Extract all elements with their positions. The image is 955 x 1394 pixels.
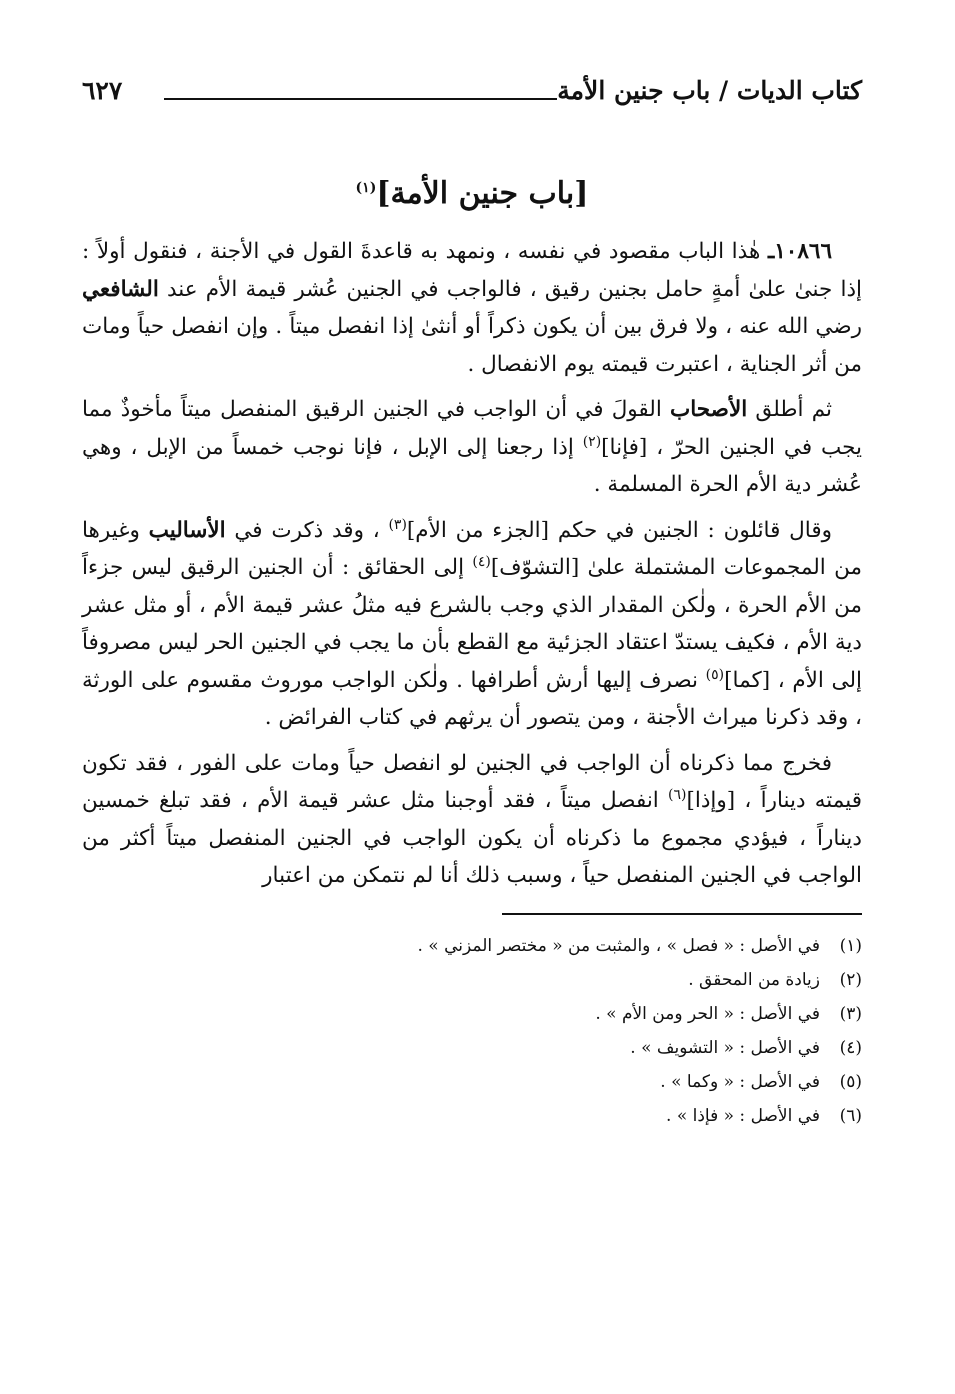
footnote-number: (٥) [839, 1071, 862, 1092]
bold-term: الشافعي [82, 276, 159, 302]
header-rule [164, 98, 557, 100]
footnote-number: (١) [839, 935, 862, 956]
footnote-item [82, 929, 862, 963]
paragraph-text: وقال قائلون : الجنين في حكم [الجزء من الأم] [406, 517, 832, 543]
footnote-ref: (٢) [582, 433, 602, 450]
paragraph-text: هٰذا الباب مقصود في نفسه ، ونمهد به قاعدةَ القول في الأجنة ، فنقول أولاً : إذا جنىٰ علىٰ أمةٍ حامل بجنين رقيق ، فالواجب في الجنين عُشر قيمة الأم عند [82, 239, 862, 302]
footnote-number: (٣) [839, 1003, 862, 1024]
paragraph-text: إذا رجعنا إلى الإبل ، فإنا نوجب خمساً من الإبل ، وهي عُشر دية الأم الحرة المسلمة . [82, 434, 862, 497]
footnote-text: زيادة من المحقق . [688, 969, 820, 990]
footnote-item [82, 1065, 862, 1099]
paragraph-2 [82, 391, 862, 504]
footnote-text: في الأصل : « التشويف » . [630, 1037, 820, 1058]
page-number: ٦٢٧ [82, 76, 123, 105]
book-page [82, 72, 862, 1133]
chapter-title [82, 176, 862, 211]
paragraph-number: ١٠٨٦٦ـ [767, 239, 832, 264]
footnote-text: في الأصل : « فصل » ، والمثبت من « مختصر المزني » . [417, 935, 820, 956]
paragraph-3 [82, 512, 862, 737]
paragraph-text: فخرج مما ذكرناه أن الواجب في الجنين لو انفصل حياً ومات على الفور ، فقد تكون قيمته ديناراً ، [وإذا] [82, 750, 862, 813]
paragraph-text: رضي الله عنه ، ولا فرق بين أن يكون ذكراً أو أنثىٰ إذا انفصل ميتاً . وإن انفصل حياً ومات من أثر الجناية ، اعتبرت قيمته يوم الانفصال . [82, 314, 862, 377]
footnote-ref: (٤) [472, 553, 491, 570]
paragraph-text: إلى الحقائق : أن الجنين الرقيق ليس جزءاً من الأم الحرة ، ولٰكن المقدار الذي وجب بالشرع فيه مثلُ عشر قيمة الأم ، أو مثل عشر دية الأم ، فكيف يستدّ اعتقاد الجزئية مع القطع بأن ما يجب في الجنين الحر ليس مصروفاً إلى الأم ، [كما] [82, 555, 862, 693]
footnote-number: (٤) [839, 1037, 862, 1058]
paragraph-text: ثم أطلق [747, 397, 832, 422]
footnote-rule [502, 913, 862, 915]
footnote-item [82, 1031, 862, 1065]
footnote-item [82, 997, 862, 1031]
running-header [82, 72, 862, 120]
bold-term: الأصحاب [670, 397, 748, 422]
footnote-ref: (٥) [705, 666, 725, 683]
running-title: كتاب الديات / باب جنين الأمة [557, 76, 862, 105]
footnote-item [82, 1099, 862, 1133]
footnote-text: في الأصل : « فإذا » . [666, 1105, 820, 1126]
footnote-text: في الأصل : « الحر ومن الأم » . [595, 1003, 820, 1024]
footnote-item [82, 963, 862, 997]
footnotes [82, 929, 862, 1133]
footnote-ref: (١) [355, 180, 377, 196]
bold-term: الأساليب [148, 517, 226, 543]
paragraph-text: ، وقد ذكرت في [225, 517, 389, 543]
footnote-text: في الأصل : « وكما » . [660, 1071, 820, 1092]
paragraph-text: القولَ في أن الواجب في الجنين الرقيق المنفصل ميتاً مأخوذٌ مما يجب في الجنين الحرّ ، [فإنا] [82, 397, 862, 460]
footnote-number: (٦) [839, 1105, 862, 1126]
paragraph-text: وغيرها من المجموعات المشتملة علىٰ [التشوّف] [82, 517, 862, 580]
paragraph-1 [82, 233, 862, 383]
paragraph-text: نصرف إليها أرش أطرافها . ولٰكن الواجب موروث مقسوم على الورثة ، وقد ذكرنا ميراث الأجنة ، ومن يتصور أن يرثهم في كتاب الفرائض . [82, 667, 862, 730]
chapter-title-text: [باب جنين الأمة] [376, 176, 589, 211]
paragraph-4 [82, 745, 862, 895]
footnote-ref: (٣) [388, 516, 407, 533]
footnote-ref: (٦) [668, 786, 687, 803]
footnote-number: (٢) [839, 969, 862, 990]
paragraph-text: انفصل ميتاً ، فقد أوجبنا مثل عشر قيمة الأم ، فقد تبلغ خمسين ديناراً ، فيؤدي مجموع ما ذكرناه أن يكون الواجب في الجنين المنفصل ميتاً أكثر من الواجب في الجنين المنفصل حياً ، وسبب ذلك أنا لم نتمكن من اعتبار [82, 788, 862, 888]
